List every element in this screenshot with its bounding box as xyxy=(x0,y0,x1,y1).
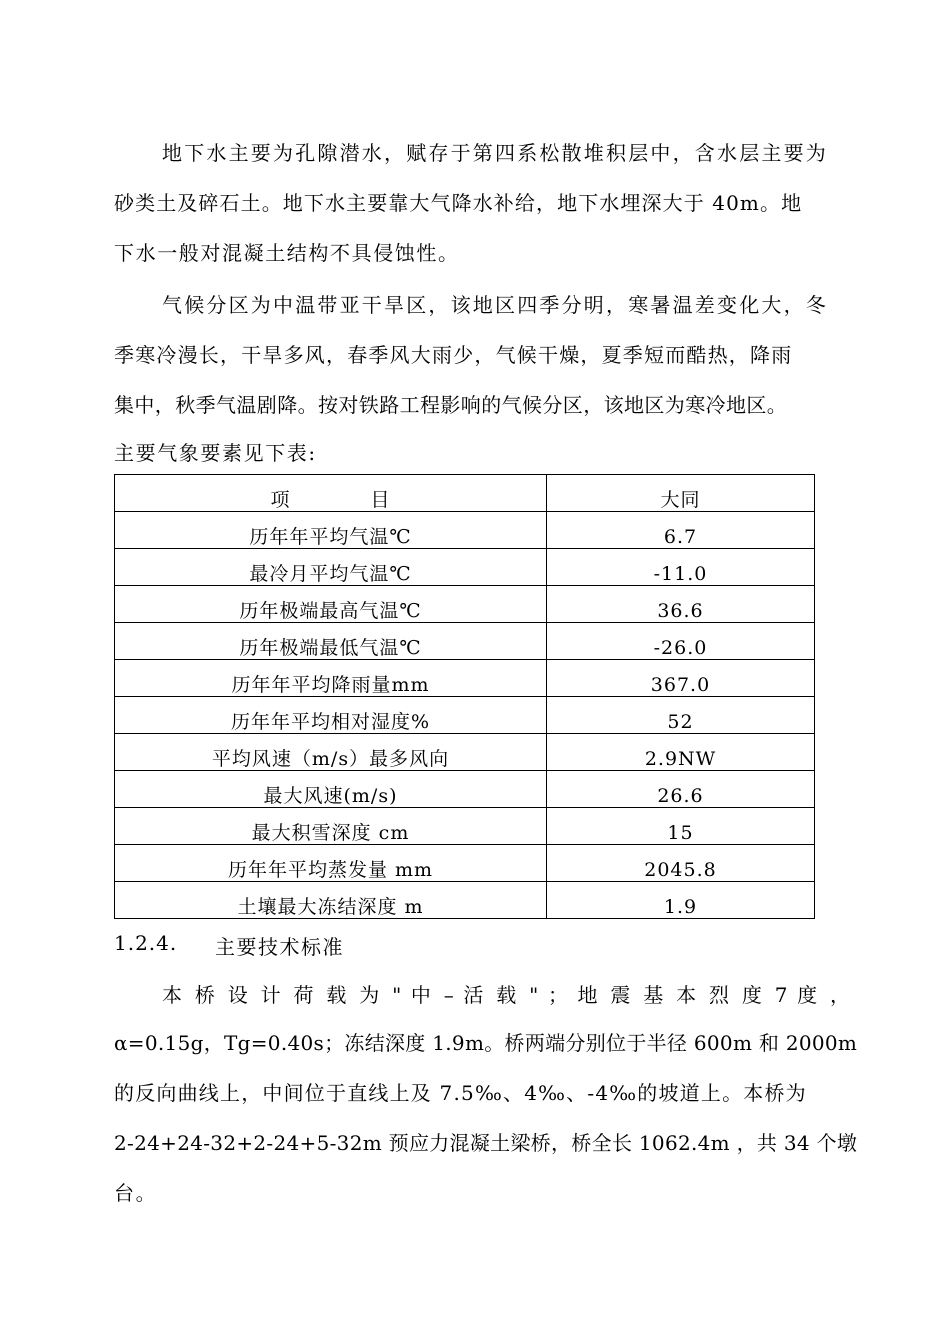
row-value: -26.0 xyxy=(547,623,815,660)
para1-line1: 地下水主要为孔隙潜水，赋存于第四系松散堆积层中，含水层主要为 xyxy=(162,141,828,165)
climate-table xyxy=(114,474,815,919)
header-location: 大同 xyxy=(547,475,815,512)
row-item: 最大积雪深度 cm xyxy=(115,808,547,845)
table-header-row xyxy=(115,475,815,512)
para1-line2: 砂类土及碎石土。地下水主要靠大气降水补给，地下水埋深大于 40m。地 xyxy=(114,191,803,215)
row-item: 土壤最大冻结深度 m xyxy=(115,882,547,919)
row-item: 最冷月平均气温℃ xyxy=(115,549,547,586)
row-value: 2045.8 xyxy=(547,845,815,882)
para3-line2: α=0.15g，Tg=0.40s；冻结深度 1.9m。桥两端分别位于半径 600m 和 2000m xyxy=(114,1031,858,1055)
row-value: 15 xyxy=(547,808,815,845)
section-title: 主要技术标准 xyxy=(215,935,344,959)
section-number: 1.2.4. xyxy=(114,931,178,955)
row-item: 最大风速(m/s) xyxy=(115,771,547,808)
row-value: 2.9NW xyxy=(547,734,815,771)
table-row xyxy=(115,845,815,882)
row-item: 平均风速（m/s）最多风向 xyxy=(115,734,547,771)
table-row xyxy=(115,512,815,549)
table-row xyxy=(115,660,815,697)
row-item: 历年年平均降雨量mm xyxy=(115,660,547,697)
table-row xyxy=(115,734,815,771)
table-row xyxy=(115,808,815,845)
row-value: -11.0 xyxy=(547,549,815,586)
row-value: 1.9 xyxy=(547,882,815,919)
row-value: 6.7 xyxy=(547,512,815,549)
table-row xyxy=(115,771,815,808)
para2-line3: 集中，秋季气温剧降。按对铁路工程影响的气候分区，该地区为寒冷地区。 xyxy=(114,393,788,417)
table-row xyxy=(115,882,815,919)
para3-line1: 本 桥 设 计 荷 载 为 " 中 – 活 载 " ； 地 震 基 本 烈 度 7 度 ， xyxy=(162,983,850,1007)
para2-line4: 主要气象要素见下表: xyxy=(114,441,317,465)
table-row xyxy=(115,697,815,734)
table-row xyxy=(115,586,815,623)
header-item-part2: 目 xyxy=(370,489,391,511)
row-value: 52 xyxy=(547,697,815,734)
table-row xyxy=(115,623,815,660)
para1-line3: 下水一般对混凝土结构不具侵蚀性。 xyxy=(114,241,460,265)
row-value: 36.6 xyxy=(547,586,815,623)
row-item: 历年年平均蒸发量 mm xyxy=(115,845,547,882)
para3-line5: 台。 xyxy=(114,1181,158,1205)
row-value: 26.6 xyxy=(547,771,815,808)
header-item-part1: 项 xyxy=(270,489,291,511)
para2-line2: 季寒冷漫长，干旱多风，春季风大雨少，气候干燥，夏季短而酷热，降雨 xyxy=(114,343,793,367)
header-item xyxy=(115,475,547,512)
row-item: 历年极端最高气温℃ xyxy=(115,586,547,623)
row-item: 历年极端最低气温℃ xyxy=(115,623,547,660)
para3-line3: 的反向曲线上，中间位于直线上及 7.5‰、4‰、-4‰的坡道上。本桥为 xyxy=(114,1081,807,1105)
table-row xyxy=(115,549,815,586)
row-item: 历年年平均气温℃ xyxy=(115,512,547,549)
para3-line4: 2-24+24-32+2-24+5-32m 预应力混凝土梁桥，桥全长 1062.4m ，共 34 个墩 xyxy=(114,1131,858,1155)
row-value: 367.0 xyxy=(547,660,815,697)
row-item: 历年年平均相对湿度% xyxy=(115,697,547,734)
para2-line1: 气候分区为中温带亚干旱区，该地区四季分明，寒暑温差变化大，冬 xyxy=(162,293,828,317)
